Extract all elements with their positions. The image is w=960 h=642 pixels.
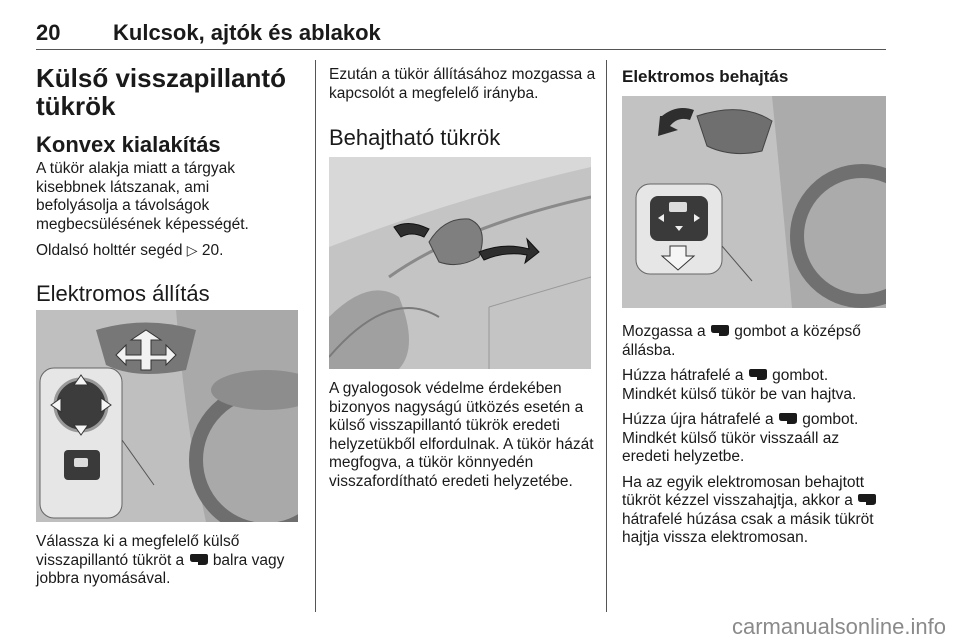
page-number: 20 xyxy=(36,20,61,45)
p4-pre: Ha az egyik elektromosan behajtott tükröt kézzel visszahajtja, akkor a xyxy=(622,473,865,509)
folding-mirror-figure xyxy=(329,157,591,369)
column-3 xyxy=(622,67,890,87)
convex-text: A tükör alakja miatt a tárgyak kisebbnek látszanak, ami befolyásolja a távolságok megbecsülésének képességét. xyxy=(36,160,249,233)
blindspot-text: Oldalsó holttér segéd xyxy=(36,242,183,259)
mirror-switch-icon xyxy=(857,493,877,506)
mirror-adjustment-illustration xyxy=(36,310,298,522)
mirror-adjustment-figure xyxy=(36,310,298,522)
blindspot-page: 20. xyxy=(201,242,224,259)
electric-heading: Elektromos állítás xyxy=(36,280,210,306)
chapter-title: Kulcsok, ajtók és ablakok xyxy=(113,20,381,45)
pedestrian-text: A gyalogosok védelme érdekében bizonyos nagyságú ütközés esetén a külső visszapillantó tükrök eredeti helyzetükből elfordulnak. A tükör házát megfogva, a tükör könnyedén visszafordítható eredeti helyzetébe. xyxy=(329,380,594,490)
folding-heading: Behajtható tükrök xyxy=(329,125,501,150)
electric-folding-figure xyxy=(622,96,886,308)
p2-post: gombot. Mindkét külső tükör be van hajtva. xyxy=(622,367,857,403)
fold-paragraph xyxy=(622,367,886,404)
unfold-paragraph xyxy=(622,411,886,467)
page-reference-arrow-icon: ▷ xyxy=(186,242,198,258)
section-title-line-1: Külső visszapillantó xyxy=(36,63,286,93)
column-1 xyxy=(36,64,306,307)
adjust-text: Ezután a tükör állításához mozgassa a kapcsolót a megfelelő irányba. xyxy=(329,66,596,102)
manual-fold-paragraph xyxy=(622,474,886,548)
p1-post: gombot a középső állásba. xyxy=(622,323,861,359)
column-divider-1 xyxy=(315,60,316,612)
column-2 xyxy=(329,66,597,151)
p1-pre: Mozgassa a xyxy=(622,323,706,340)
mirror-switch-icon xyxy=(748,368,768,381)
electric-folding-illustration xyxy=(622,96,886,308)
watermark: carmanualsonline.info xyxy=(731,614,946,639)
column-divider-2 xyxy=(606,60,607,612)
p3-pre: Húzza újra hátrafelé a xyxy=(622,411,774,428)
select-mirror-post: balra vagy jobbra nyomásával. xyxy=(36,551,285,587)
mirror-switch-icon xyxy=(778,412,798,425)
select-mirror-pre: Válassza ki a megfelelő külső visszapillantó tükröt a xyxy=(36,533,240,569)
header-rule xyxy=(36,49,886,50)
mirror-switch-icon xyxy=(710,324,730,337)
center-position-paragraph xyxy=(622,323,886,360)
select-mirror-text xyxy=(36,533,304,596)
p3-post: gombot. Mindkét külső tükör visszaáll az eredeti helyzetbe. xyxy=(622,411,859,465)
p2-pre: Húzza hátrafelé a xyxy=(622,367,744,384)
convex-heading: Konvex kialakítás xyxy=(36,132,221,157)
mirror-switch-icon xyxy=(189,553,209,566)
section-title xyxy=(36,64,306,120)
folding-mirror-illustration xyxy=(329,157,591,369)
section-title-line-2: tükrök xyxy=(36,91,116,121)
pedestrian-text-block xyxy=(329,380,597,498)
p4-post: hátrafelé húzása csak a másik tükröt hajtja vissza elektromosan. xyxy=(622,510,874,546)
electric-folding-heading: Elektromos behajtás xyxy=(622,67,789,86)
select-mirror-paragraph xyxy=(36,533,304,589)
blindspot-reference xyxy=(36,241,306,261)
column-3-text xyxy=(622,323,886,555)
